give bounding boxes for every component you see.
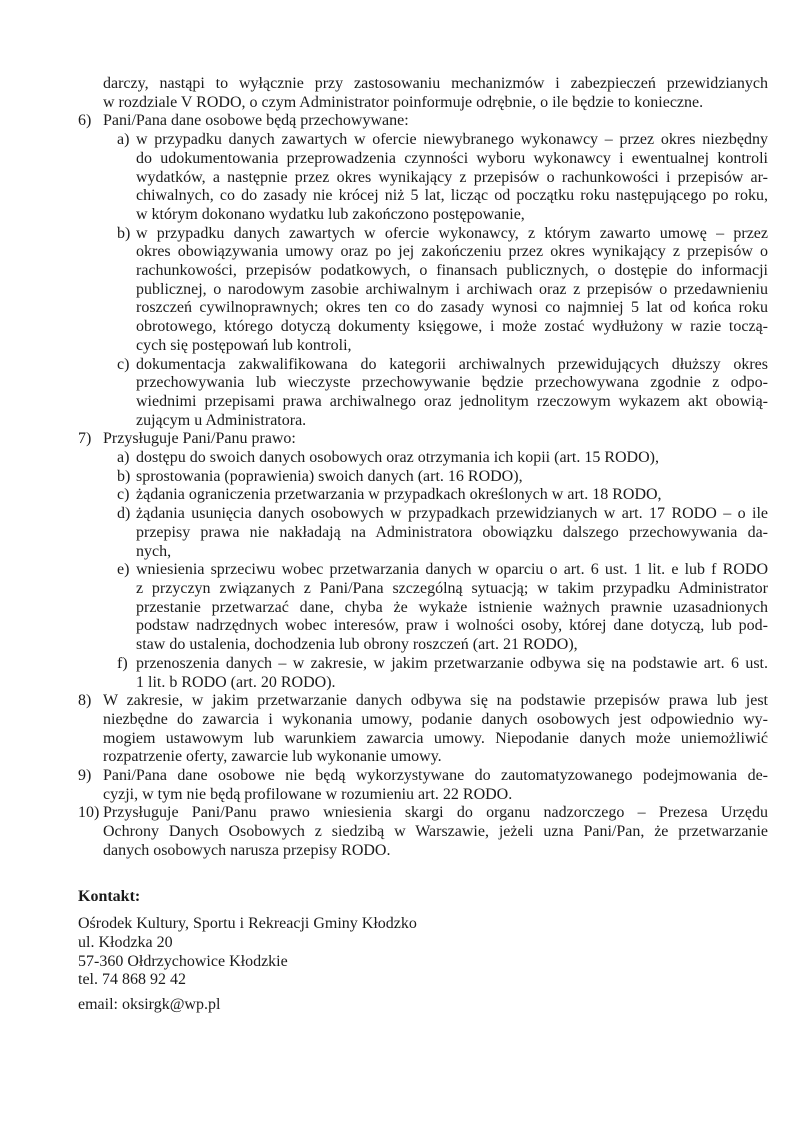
text-line: do udokumentowania przeprowadzenia czynności wyboru wykonawcy i ewentualnej kontroli: [136, 149, 768, 167]
list-letter: a): [117, 131, 130, 149]
text-line: Ochrony Danych Osobowych z siedzibą w Warszawie, jeżeli uzna Pani/Pan, że przetwarzanie: [103, 823, 768, 841]
text-line: Przysługuje Pani/Panu prawo:: [103, 430, 296, 448]
text-line: Pani/Pana dane osobowe nie będą wykorzystywane do zautomatyzowanego podejmowania de-: [103, 767, 768, 785]
text-line: wydatków, a następnie przez okres wynikający z przepisów o rachunkowości i przepisów ar-: [136, 168, 768, 186]
list-item: [78, 430, 768, 692]
text-line: 1 lit. b RODO (art. 20 RODO).: [136, 673, 336, 691]
list-item: [78, 767, 768, 804]
list-item-body: [103, 804, 768, 860]
contact-address: [78, 915, 768, 990]
contact-heading: Kontakt:: [78, 887, 141, 905]
text-line: w którym dokonano wydatku lub zakończono postępowanie,: [136, 205, 525, 223]
list-item-body: [103, 112, 768, 430]
contact-phone: tel. 74 868 92 42: [78, 971, 186, 989]
list-letter: f): [117, 654, 128, 672]
text-line: żądania ograniczenia przetwarzania w przypadkach określonych w art. 18 RODO,: [136, 486, 662, 504]
text-line: wiednimi przepisami prawa archiwalnego oraz jednolitym rzeczowym wykazem akt obowią-: [136, 392, 768, 410]
text-line: rachunkowości, przepisów podatkowych, o finansach publicznych, o dostępie do informacji: [136, 262, 768, 280]
text-line: w przypadku danych zawartych w ofercie niewybranego wykonawcy – przez okres niezbędny: [136, 131, 768, 149]
list-sub-item: [117, 468, 768, 487]
list-sub-item-body: [136, 356, 768, 431]
text-line: staw do ustalenia, dochodzenia lub obrony roszczeń (art. 21 RODO),: [136, 636, 578, 654]
contact-street: ul. Kłodzka 20: [78, 933, 173, 951]
text-line: przechowywania lub wieczyste przechowywanie będzie przechowywana zgodnie z odpo-: [136, 374, 768, 392]
list-number: 7): [78, 430, 92, 448]
list-number: 9): [78, 767, 92, 785]
text-line: niezbędne do zawarcia i wykonania umowy, podanie danych osobowych jest odpowiednio wy-: [103, 710, 768, 728]
contact-city: 57-360 Ołdrzychowice Kłodzkie: [78, 952, 288, 970]
list-sub-item-body: [136, 655, 768, 692]
document-body: [78, 75, 768, 1015]
contact-organization: Ośrodek Kultury, Sportu i Rekreacji Gminy Kłodzko: [78, 915, 417, 933]
list-letter: c): [117, 355, 130, 373]
text-line: mogiem ustawowym lub warunkiem zawarcia umowy. Niepodanie danych może uniemożliwić: [103, 729, 768, 747]
numbered-list: [78, 112, 768, 860]
list-sub-item-body: [136, 131, 768, 225]
list-sub-item: [117, 131, 768, 225]
list-sub-item: [117, 505, 768, 561]
text-line: roszczeń cywilnoprawnych; okres ten co do zasady wynosi co najmniej 5 lat od końca roku: [136, 299, 768, 317]
list-letter: d): [117, 505, 131, 523]
text-line: publicznej, o narodowym zasobie archiwalnym i archiwach oraz z przepisów o przedawnieniu: [136, 280, 768, 298]
list-letter: e): [117, 561, 130, 579]
text-line: przepisy prawa nie nakładają na Administratora obowiązku dalszego przechowywania da-: [136, 523, 768, 541]
list-sub-item: [117, 356, 768, 431]
text-line: Przysługuje Pani/Panu prawo wniesienia skargi do organu nadzorczego – Prezesa Urzędu: [103, 804, 768, 822]
list-item-body: [103, 430, 768, 692]
continuation-paragraph: [78, 75, 768, 112]
list-sub-item: [117, 486, 768, 505]
list-number: 8): [78, 692, 92, 710]
list-sub-item: [117, 225, 768, 356]
text-line: dostępu do swoich danych osobowych oraz otrzymania ich kopii (art. 15 RODO),: [136, 449, 659, 467]
text-line: podstaw nadrzędnych wobec interesów, praw i wolności osoby, której dane dotyczą, lub pod-: [136, 617, 768, 635]
text-line: nych,: [136, 542, 172, 560]
text-line: z przyczyn związanych z Pani/Pana szczególną sytuacją; w takim przypadku Administrator: [136, 579, 768, 597]
list-item-body: [103, 767, 768, 804]
list-sub-item: [117, 655, 768, 692]
list-item: [78, 112, 768, 430]
text-line: Pani/Pana dane osobowe będą przechowywane:: [103, 112, 409, 130]
list-sub-item: [117, 449, 768, 468]
text-line: zującym u Administratora.: [136, 411, 307, 429]
text-line: w przypadku danych zawartych w ofercie wykonawcy, z którym zawarto umowę – przez: [136, 224, 768, 242]
text-line: darczy, nastąpi to wyłącznie przy zastosowaniu mechanizmów i zabezpieczeń przewidzianych: [103, 75, 768, 92]
text-line: wniesienia sprzeciwu wobec przetwarzania danych w oparciu o art. 6 ust. 1 lit. e lub f RODO: [136, 561, 768, 579]
list-sub-item-body: [136, 225, 768, 356]
text-line: cych się postępowań lub kontroli,: [136, 336, 352, 354]
list-item: [78, 804, 768, 860]
text-line: dokumentacja zakwalifikowana do kategorii archiwalnych przewidujących dłuższy okres: [136, 355, 768, 373]
text-line: rozpatrzenie oferty, zawarcie lub wykonanie umowy.: [103, 748, 442, 766]
text-line: przenoszenia danych – w zakresie, w jakim przetwarzanie odbywa się na podstawie art. 6 ust.: [136, 654, 768, 672]
text-line: danych osobowych narusza przepisy RODO.: [103, 841, 391, 859]
text-line: przestanie przetwarzać dane, chyba że wykaże istnienie ważnych prawnie uzasadnionych: [136, 598, 768, 616]
text-line: w rozdziale V RODO, o czym Administrator poinformuje odrębnie, o ile będzie to konieczne.: [103, 93, 704, 111]
list-number: 6): [78, 112, 92, 130]
list-sub-item: [117, 561, 768, 655]
text-line: okres obowiązywania umowy oraz po jej zakończeniu przez okres wynikający z przepisów o: [136, 243, 768, 261]
list-sub-item-body: [136, 561, 768, 655]
list-item-body: [103, 692, 768, 767]
list-letter: a): [117, 449, 130, 467]
list-item: [78, 692, 768, 767]
list-letter: c): [117, 486, 130, 504]
text-line: obrotowego, którego dotyczą dokumenty księgowe, i może zostać wydłużony w razie toczą-: [136, 318, 768, 336]
list-letter: b): [117, 224, 131, 242]
text-line: żądania usunięcia danych osobowych w przypadkach przewidzianych w art. 17 RODO – o ile: [136, 505, 768, 523]
list-number: 10): [78, 804, 100, 822]
list-sub-item-body: [136, 449, 768, 468]
text-line: cyzji, w tym nie będą profilowane w rozumieniu art. 22 RODO.: [103, 785, 513, 803]
contact-email: email: oksirgk@wp.pl: [78, 996, 221, 1014]
list-sub-item-body: [136, 486, 768, 505]
list-sub-item-body: [136, 468, 768, 487]
list-letter: b): [117, 467, 131, 485]
text-line: chiwalnych, co do zasady nie krócej niż 5 lat, licząc od początku roku następującego po roku,: [136, 187, 768, 205]
text-line: sprostowania (poprawienia) swoich danych (art. 16 RODO),: [136, 467, 523, 485]
list-sub-item-body: [136, 505, 768, 561]
text-line: W zakresie, w jakim przetwarzanie danych odbywa się na podstawie przepisów prawa lub jest: [103, 692, 768, 710]
